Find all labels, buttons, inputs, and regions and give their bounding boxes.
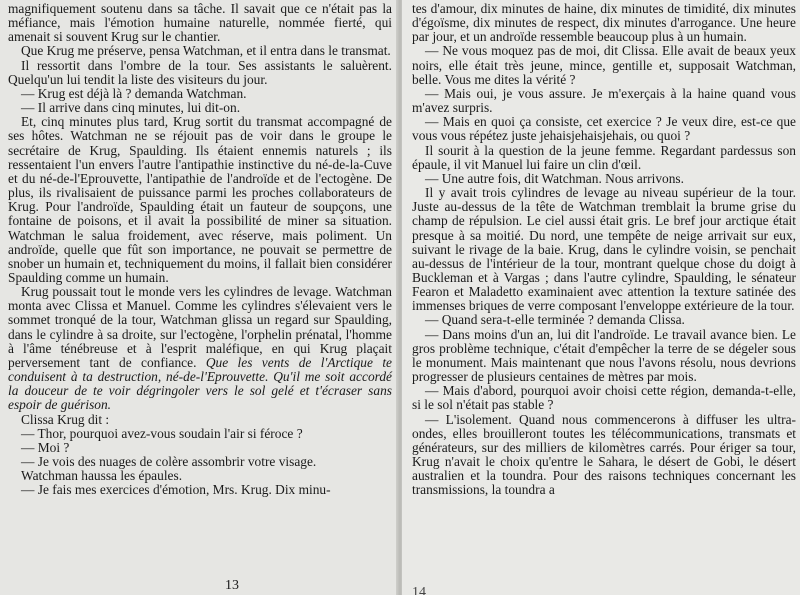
italic-thought: Que les vents de l'Arctique te conduisent à ta destruction, né-de-l'Eprouvette. Qu'il me soit accordé la douceur de te voir dégringoler vers le sol gelé et t'écraser sans espoir de guérison. (8, 354, 392, 413)
paragraph-text: Il sourit à la question de la jeune femme. Regardant pardessus son épaule, il vit Manuel lui faire un clin d'œil. (412, 142, 796, 172)
paragraph-text: Il ressortit dans l'ombre de la tour. Ses assistants le saluèrent. Quelqu'un lui tendit la liste des visiteurs du jour. (8, 57, 392, 87)
paragraph-text: — L'isolement. Quand nous commencerons à diffuser les ultra-ondes, elles brouilleront toutes les télécommunications, transmats et générateurs, sur des milliers de kilomètres carrés. Pour ériger sa tour, Krug n'avait le choix qu'entre le Sahara, le désert de Gobi, le désert australien et la toundra. Pour des raisons techniques concernant les transmissions, la toundra a (412, 411, 796, 498)
paragraph-text: Il y avait trois cylindres de levage au niveau supérieur de la tour. Juste au-dessus de la tête de Watchman tremblait la brume grise du champ de répulsion. Le ciel aussi était gris. Le bref jour arctique était presque à sa moitié. Du nord, une tempête de neige arrivait sur eux, suivant le rivage de la baie. Krug, dans le cylindre voisin, se penchait au-dessus de l'intérieur de la tour, montrant quelque chose du doigt à Buckleman et à Vargas ; dans l'autre cylindre, Spaulding, le sénateur Fearon et Maladetto examinaient avec attention la texture satinée des immenses briques de verre composant l'enveloppe extérieure de la tour. (412, 185, 796, 314)
paragraph (8, 413, 392, 427)
paragraph (8, 101, 392, 115)
paragraph (412, 2, 796, 44)
paragraph-text: Watchman haussa les épaules. (21, 468, 183, 484)
left-page (0, 0, 398, 595)
paragraph-text: — Mais d'abord, pourquoi avoir choisi cette région, demanda-t-elle, si le sol n'était pas stable ? (412, 383, 796, 413)
right-page-text (412, 2, 796, 497)
paragraph (8, 469, 392, 483)
paragraph-text: tes d'amour, dix minutes de haine, dix minutes de timidité, dix minutes d'égoïsme, dix minutes de respect, dix minutes d'arrogance. Une heure par jour, et un androïde ressemble beaucoup plus à un humain. (412, 1, 796, 45)
paragraph (8, 441, 392, 455)
paragraph-text: magnifiquement soutenu dans sa tâche. Il savait que ce n'était pas la méfiance, mais l'émotion humaine naturelle, nommée fierté, qui amenait si souvent Krug sur le chantier. (8, 1, 392, 45)
paragraph (8, 455, 392, 469)
paragraph-text: — Je fais mes exercices d'émotion, Mrs. Krug. Dix minu- (21, 482, 331, 498)
paragraph-text: Et, cinq minutes plus tard, Krug sortit du transmat accompagné de ses hôtes. Watchman ne se réjouit pas de voir dans le groupe le secrétaire de Krug, Spaulding. Ils étaient ennemis naturels ; ils ressentaient l'un envers l'autre l'antipathie instinctive du né-de-la-Cuve et du né-de-l'Eprouvette, l'antipathie de l'androïde et de l'ectogène. De plus, ils rivalisaient de puissance parmi les proches collaborateurs de Krug. Pour l'androïde, Spaulding était un fauteur de soupçons, une fontaine de poisons, et il avait la possibilité de miner sa situation. Watchman le salua froidement, avec réserve, mais poliment. Un androïde, quelle que fût son importance, ne pouvait se permettre de snober un humain et, techniquement du moins, il fallait bien considérer Spaulding comme un humain. (8, 114, 392, 285)
paragraph (412, 44, 796, 86)
paragraph (412, 313, 796, 327)
paragraph-text: — Krug est déjà là ? demanda Watchman. (21, 85, 247, 101)
page-number-right: 14 (412, 585, 426, 595)
paragraph (8, 483, 392, 497)
paragraph (412, 328, 796, 385)
paragraph (412, 186, 796, 313)
paragraph (412, 413, 796, 498)
paragraph (8, 115, 392, 285)
paragraph (412, 384, 796, 412)
paragraph-text: — Mais en quoi ça consiste, cet exercice ? Je veux dire, est-ce que vous vous répétez juste jehaisjehaisjehais, ou quoi ? (412, 114, 796, 144)
paragraph-text: — Ne vous moquez pas de moi, dit Clissa. Elle avait de beaux yeux noirs, elle était très jeune, mince, gentille et, supposait Watchman, belle. Vous me dites la vérité ? (412, 43, 796, 87)
paragraph (8, 59, 392, 87)
paragraph (8, 2, 392, 44)
paragraph (8, 87, 392, 101)
paragraph-text: — Quand sera-t-elle terminée ? demanda Clissa. (425, 312, 685, 328)
paragraph-text: — Il arrive dans cinq minutes, lui dit-on. (21, 100, 241, 116)
paragraph-text: — Dans moins d'un an, lui dit l'androïde. Le travail avance bien. Le gros problème technique, c'était d'empêcher la terre de se dégeler sous le monument. Mais maintenant que nous l'avons résolu, nous devrions progresser de plusieurs centaines de mètres par mois. (412, 326, 796, 385)
paragraph (8, 285, 392, 412)
paragraph-text: — Thor, pourquoi avez-vous soudain l'air si féroce ? (21, 425, 303, 441)
paragraph-text: — Je vois des nuages de colère assombrir votre visage. (21, 454, 317, 469)
left-page-text (8, 2, 392, 497)
paragraph (8, 44, 392, 58)
paragraph-text: Que Krug me préserve, pensa Watchman, et il entra dans le transmat. (21, 43, 391, 59)
paragraph (412, 87, 796, 115)
paragraph (412, 115, 796, 143)
paragraph-text: — Une autre fois, dit Watchman. Nous arrivons. (425, 170, 684, 186)
paragraph (412, 172, 796, 186)
page-number-left: 13 (225, 578, 239, 593)
paragraph (412, 144, 796, 172)
paragraph-text: Clissa Krug dit : (21, 411, 110, 427)
paragraph-text: — Moi ? (21, 439, 70, 455)
paragraph-text: Krug poussait tout le monde vers les cylindres de levage. Watchman monta avec Clissa et Manuel. Comme les cylindres s'élevaient vers le sommet tronqué de la tour, Watchman glissa un regard sur Spaulding, dans le cylindre à sa droite, sur l'ectogène, l'orphelin prénatal, l'homme à l'âme ténébreuse et à l'esprit maléfique, en qui Krug plaçait perversement tant de confiance. (8, 284, 392, 370)
paragraph-text: — Mais oui, je vous assure. Je m'exerçais à la haine quand vous m'avez surpris. (412, 85, 796, 116)
paragraph (8, 427, 392, 441)
right-page (402, 0, 800, 595)
